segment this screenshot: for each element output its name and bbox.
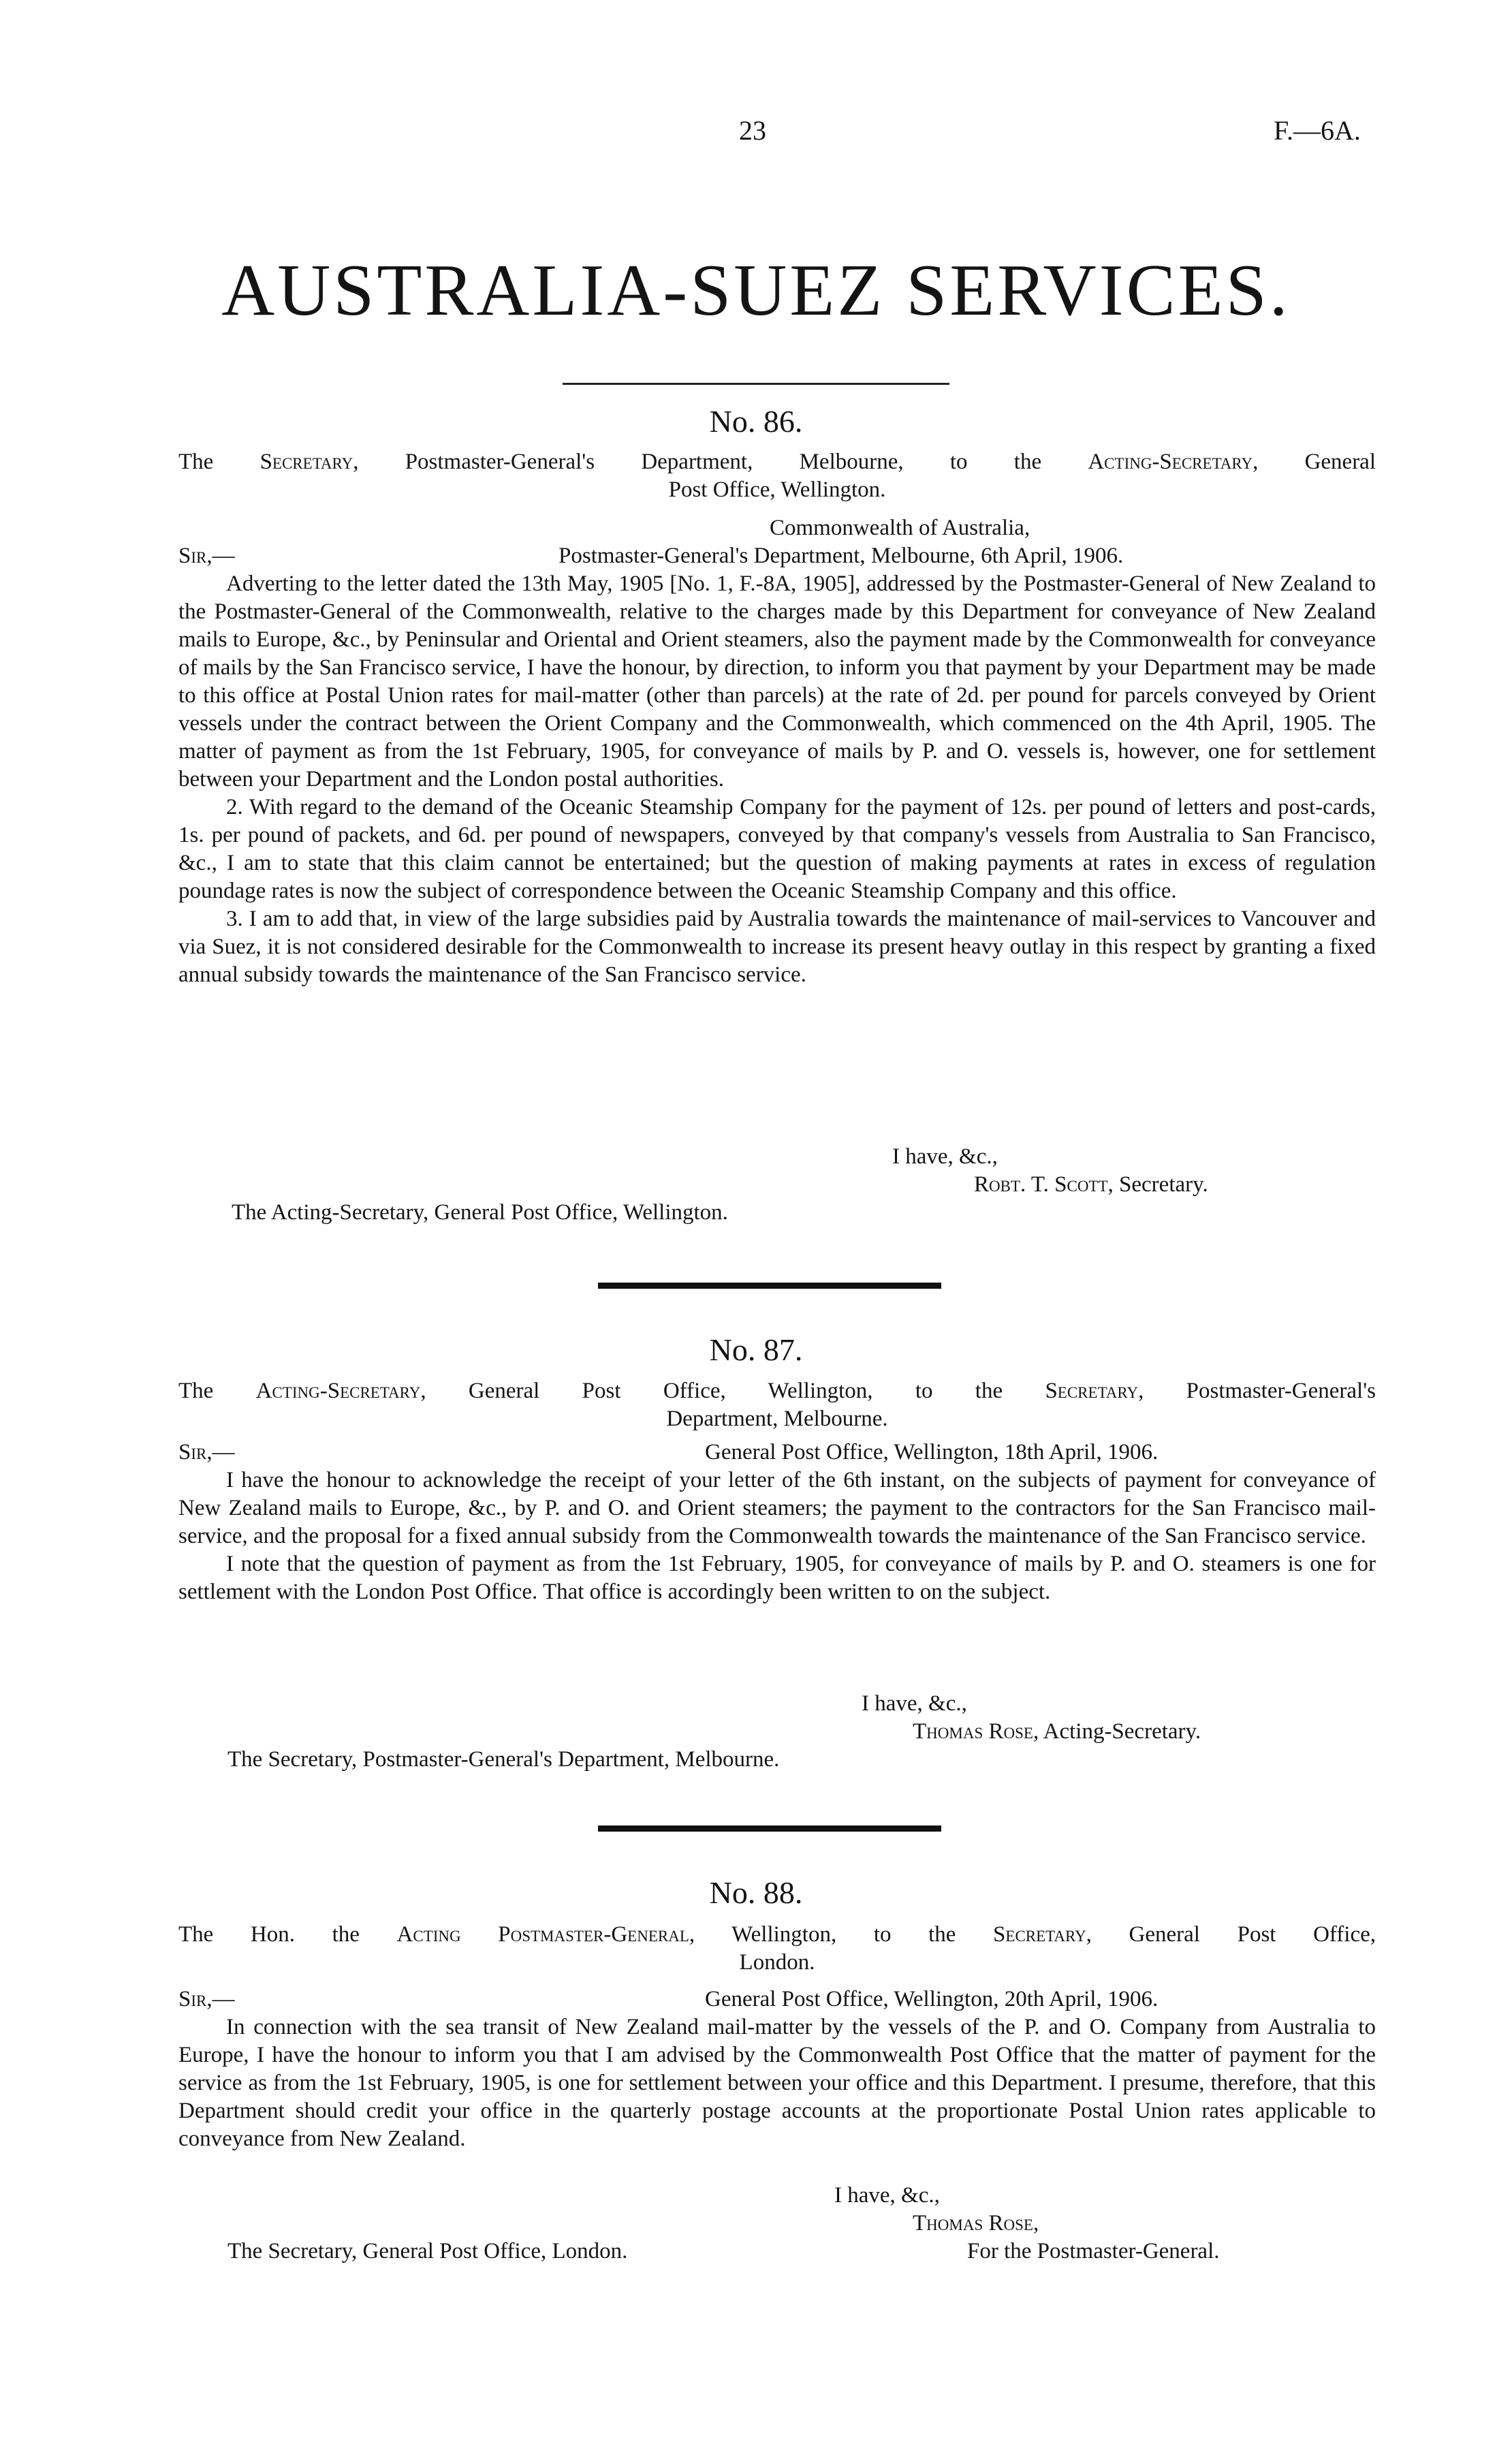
document-code: F.—6A.: [1274, 115, 1361, 146]
small-caps-text: Thomas Rose,: [913, 2211, 1039, 2236]
small-caps-text: Thomas Rose,: [913, 1719, 1039, 1744]
letter-heading: [178, 448, 1376, 476]
letter-number: No. 87.: [709, 1332, 803, 1367]
text-run: Secretary.: [1113, 1172, 1208, 1197]
small-caps-text: Secretary,: [1045, 1379, 1144, 1403]
text-run: The: [178, 450, 260, 474]
signature-capacity: For the Postmaster-General.: [967, 2239, 1220, 2263]
text-run: General Post Office,: [1091, 1922, 1376, 1947]
closing: I have, &c.,: [862, 1691, 967, 1716]
letter-body: [178, 2013, 1376, 2153]
letter-heading-continued: London.: [739, 1950, 815, 1975]
signature: [913, 2210, 1039, 2238]
paragraph: Adverting to the letter dated the 13th May, 1905 [No. 1, F.-8A, 1905], addressed by the Postmaster-General of New Zealand to the Postmaster-General of the Commonwealth, relative to the charges made by this Department for conveyance of New Zealand mails to Europe, &c., by Peninsular and Oriental and Orient steamers, also the payment made by the Commonwealth for conveyance of mails by the San Francisco service, I have the honour, by direction, to inform you that payment by your Department may be made to this office at Postal Union rates for mail-matter (other than parcels) at the rate of 2d. per pound for parcels conveyed by Orient vessels under the contract between the Orient Company and the Commonwealth, which commenced on the 4th April, 1905. The matter of payment as from the 1st February, 1905, for conveyance of mails by P. and O. vessels is, however, one for settlement between your Department and the London postal authorities.: [178, 571, 1376, 791]
salutation: Sir,—: [178, 1987, 235, 2011]
paragraph: I note that the question of payment as from the 1st February, 1905, for conveyance of mails by P. and O. steamers is one for settlement with the London Post Office. That office is accordingly been written to on the subject.: [178, 1552, 1376, 1604]
letter-address: Commonwealth of Australia,: [770, 516, 1030, 540]
letter-dateline: Postmaster-General's Department, Melbourne, 6th April, 1906.: [558, 544, 1124, 568]
text-run: Postmaster-General's Department, Melbourne, to the: [358, 450, 1088, 474]
text-run: Wellington, to the: [695, 1922, 994, 1947]
paragraph: In connection with the sea transit of New Zealand mail-matter by the vessels of the P. and O. Company from Australia to Europe, I have the honour to inform you that I am advised by the Commonwealth Post Office that the matter of payment for the service as from the 1st February, 1905, is one for settlement between your office and this Department. I presume, therefore, that this Department should credit your office in the quarterly postage accounts at the proportionate Postal Union rates applicable to conveyance from New Zealand.: [178, 2015, 1376, 2151]
small-caps-text: Robt. T. Scott,: [974, 1172, 1114, 1197]
letter-body: [178, 1467, 1376, 1606]
text-run: The Hon. the: [178, 1922, 397, 1947]
small-caps-text: Acting Postmaster-General,: [396, 1922, 695, 1947]
page-number: 23: [739, 115, 766, 146]
letter-dateline: General Post Office, Wellington, 18th April, 1906.: [705, 1440, 1159, 1464]
paragraph: 2. With regard to the demand of the Oceanic Steamship Company for the payment of 12s. per pound of letters and post-cards, 1s. per pound of packets, and 6d. per pound of newspapers, conveyed by that company's vessels from Australia to San Francisco, &c., I am to state that this claim cannot be entertained; but the question of making payments at rates in excess of regulation poundage rates is now the subject of correspondence between the Oceanic Steamship Company and this office.: [178, 795, 1376, 903]
section-divider: [598, 1825, 941, 1832]
paragraph: I have the honour to acknowledge the receipt of your letter of the 6th instant, on the subjects of payment for conveyance of New Zealand mails to Europe, &c., by P. and O. and Orient steamers; the payment to the contractors for the San Francisco mail-service, and the proposal for a fixed annual subsidy from the Commonwealth towards the maintenance of the San Francisco service.: [178, 1468, 1376, 1548]
letter-dateline: General Post Office, Wellington, 20th April, 1906.: [705, 1987, 1159, 2011]
section-divider: [598, 1283, 941, 1289]
letter-number: No. 88.: [709, 1875, 803, 1910]
small-caps-text: Acting-Secretary,: [255, 1379, 426, 1403]
letter-heading-continued: Department, Melbourne.: [666, 1407, 888, 1431]
page-title: AUSTRALIA-SUEZ SERVICES.: [221, 250, 1291, 331]
letter-heading: [178, 1921, 1376, 1949]
text-run: Acting-Secretary.: [1039, 1719, 1201, 1744]
title-rule: [563, 383, 949, 385]
signature: [913, 1718, 1201, 1746]
paragraph: 3. I am to add that, in view of the large subsidies paid by Australia towards the maintenance of mail-services to Vancouver and via Suez, it is not considered desirable for the Commonwealth to increase its present heavy outlay in this respect by granting a fixed annual subsidy towards the maintenance of the San Francisco service.: [178, 907, 1376, 987]
small-caps-text: Acting-Secretary,: [1088, 450, 1259, 474]
letter-number: No. 86.: [709, 404, 803, 439]
addressee: The Secretary, Postmaster-General's Department, Melbourne.: [227, 1747, 780, 1772]
letter-heading-continued: Post Office, Wellington.: [668, 477, 886, 502]
letter-body: [178, 570, 1376, 989]
addressee: The Acting-Secretary, General Post Office, Wellington.: [232, 1200, 728, 1225]
text-run: The: [178, 1379, 256, 1403]
text-run: Postmaster-General's: [1144, 1379, 1376, 1403]
small-caps-text: Secretary,: [993, 1922, 1092, 1947]
closing: I have, &c.,: [892, 1144, 998, 1169]
salutation: Sir,—: [178, 1440, 235, 1464]
small-caps-text: Secretary,: [259, 450, 359, 474]
signature: [974, 1171, 1208, 1199]
addressee: The Secretary, General Post Office, London.: [227, 2239, 628, 2263]
text-run: General Post Office, Wellington, to the: [426, 1379, 1045, 1403]
letter-heading: [178, 1377, 1376, 1405]
closing: I have, &c.,: [834, 2183, 940, 2208]
salutation: Sir,—: [178, 544, 235, 568]
text-run: General: [1258, 450, 1376, 474]
